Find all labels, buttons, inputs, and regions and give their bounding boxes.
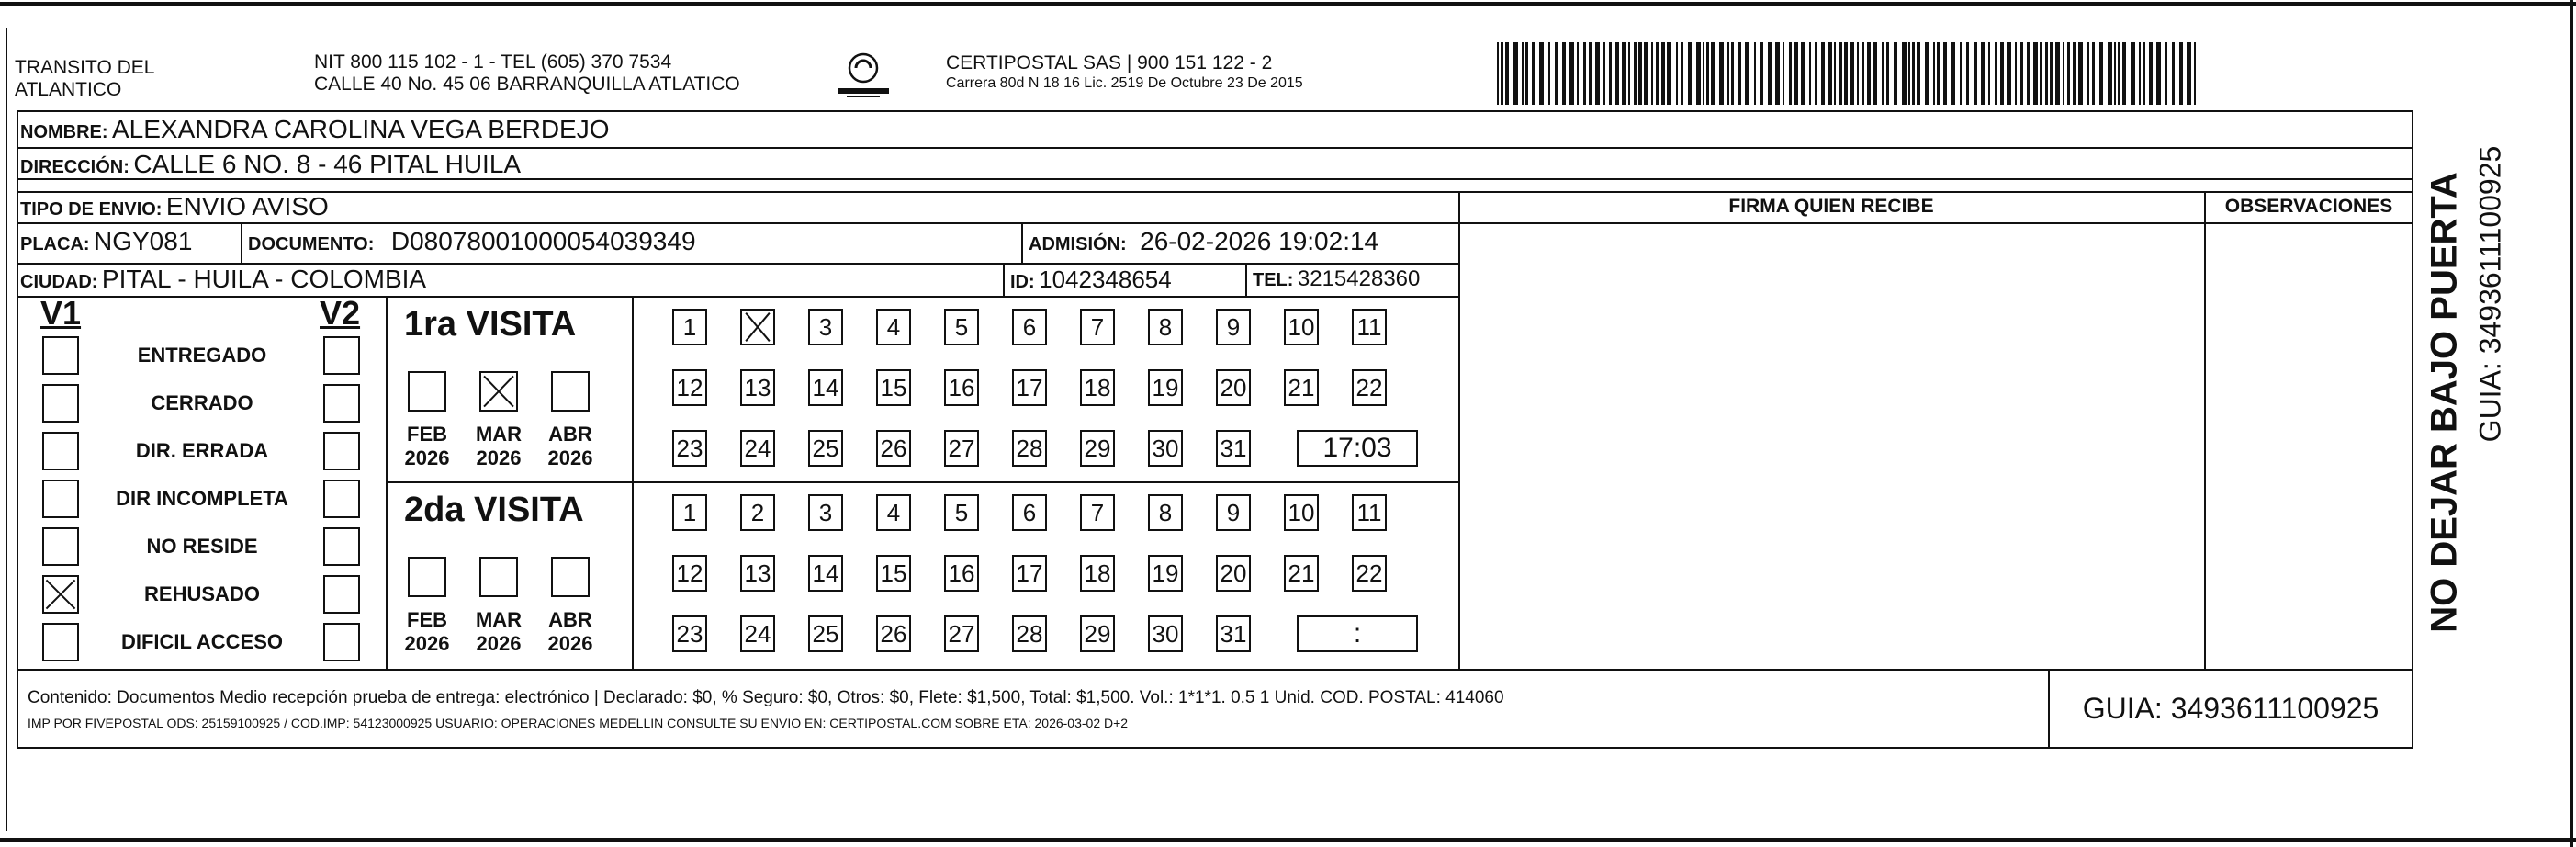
placa-label: PLACA:	[20, 234, 90, 254]
v2-header: V2	[320, 294, 361, 332]
day-box[interactable]: 11	[1352, 494, 1387, 531]
documento-value: D08078001000054039349	[390, 227, 696, 255]
v1-checkbox[interactable]	[42, 336, 79, 375]
day-box[interactable]: 23	[672, 430, 707, 467]
day-box[interactable]: 14	[808, 369, 843, 406]
placa-value: NGY081	[94, 227, 193, 255]
top-border	[0, 2, 2576, 6]
day-box[interactable]: 24	[740, 615, 775, 652]
divider	[1021, 222, 1023, 263]
status-label: DIR. ERRADA	[135, 439, 269, 462]
month-name: FEB	[407, 608, 447, 631]
direccion-label: DIRECCIÓN:	[20, 157, 129, 177]
side-guia: GUIA: 3493611100925	[2473, 145, 2507, 443]
day-box[interactable]: 13	[740, 369, 775, 406]
day-box[interactable]: 26	[876, 615, 911, 652]
month-checkbox[interactable]	[479, 557, 518, 597]
company-line-1: TRANSITO DEL	[15, 57, 155, 78]
status-label: ENTREGADO	[137, 344, 267, 367]
divider	[386, 481, 1458, 483]
firma-header: FIRMA QUIEN RECIBE	[1728, 196, 1934, 217]
day-box[interactable]: 20	[1216, 555, 1251, 592]
month-label	[538, 608, 602, 656]
observaciones-header: OBSERVACIONES	[2224, 196, 2393, 217]
day-box[interactable]: 20	[1216, 369, 1251, 406]
status-label: REHUSADO	[144, 582, 260, 605]
v2-checkbox[interactable]	[323, 432, 360, 470]
nombre-row	[20, 114, 610, 150]
v1-checkbox[interactable]	[42, 575, 79, 614]
id-row	[1010, 264, 1172, 299]
v2-checkbox[interactable]	[323, 336, 360, 375]
company-name	[15, 57, 154, 101]
side-warning: NO DEJAR BAJO PUERTA	[2424, 172, 2465, 633]
day-box[interactable]: 18	[1080, 555, 1115, 592]
month-checkbox[interactable]	[479, 371, 518, 412]
divider	[241, 222, 242, 263]
month-label	[538, 423, 602, 470]
courier-license: Carrera 80d N 18 16 Lic. 2519 De Octubre 23 De 2015	[946, 75, 1303, 91]
tipo-label: TIPO DE ENVIO:	[20, 199, 163, 220]
ciudad-row	[20, 264, 426, 299]
day-box[interactable]: 19	[1148, 369, 1183, 406]
day-box[interactable]: 27	[944, 430, 979, 467]
address-line: CALLE 40 No. 45 06 BARRANQUILLA ATLATICO	[314, 73, 740, 95]
month-label	[467, 608, 531, 656]
month-name: ABR	[548, 608, 592, 631]
status-label: DIFICIL ACCESO	[120, 630, 283, 653]
divider	[1003, 263, 1005, 296]
v1-checkbox[interactable]	[42, 432, 79, 470]
day-box[interactable]: 10	[1284, 494, 1319, 531]
company-line-2: ATLANTICO	[15, 79, 122, 100]
day-box[interactable]: 29	[1080, 615, 1115, 652]
day-box[interactable]: 21	[1284, 555, 1319, 592]
day-box[interactable]: 17	[1012, 369, 1047, 406]
month-checkbox[interactable]	[408, 557, 446, 597]
barcode	[1497, 42, 2202, 105]
month-year: 2026	[547, 632, 593, 655]
bottom-border	[0, 838, 2576, 842]
direccion-row	[20, 149, 521, 185]
month-label	[395, 608, 459, 656]
month-checkbox[interactable]	[551, 557, 590, 597]
divider	[2204, 191, 2206, 669]
month-checkbox[interactable]	[408, 371, 446, 412]
day-box[interactable]: 16	[944, 555, 979, 592]
time-box[interactable]: :	[1297, 615, 1418, 652]
v2-checkbox[interactable]	[323, 480, 360, 518]
tipo-value: ENVIO AVISO	[165, 192, 329, 220]
day-box[interactable]: 30	[1148, 430, 1183, 467]
footer-imp: IMP POR FIVEPOSTAL ODS: 25159100925 / COD.IMP: 54123000925 USUARIO: OPERACIONES MEDELLIN CONSULTE SU ENVIO EN: CERTIPOSTAL.COM SOBRE ETA: 2026-03-02 D+2	[28, 716, 1129, 730]
day-box[interactable]: 25	[808, 615, 843, 652]
month-label	[395, 423, 459, 470]
status-label: NO RESIDE	[146, 535, 258, 558]
month-name: MAR	[475, 423, 523, 446]
day-box[interactable]: 9	[1216, 309, 1251, 345]
month-name: FEB	[407, 423, 447, 446]
tel-label: TEL:	[1253, 270, 1294, 290]
day-box[interactable]: 18	[1080, 369, 1115, 406]
day-box[interactable]: 25	[808, 430, 843, 467]
day-box[interactable]: 26	[876, 430, 911, 467]
day-box[interactable]: 7	[1080, 494, 1115, 531]
company-contact	[314, 51, 740, 96]
v1-checkbox[interactable]	[42, 623, 79, 661]
day-box[interactable]: 4	[876, 494, 911, 531]
day-box[interactable]: 6	[1012, 494, 1047, 531]
v2-checkbox[interactable]	[323, 623, 360, 661]
divider	[1458, 191, 1460, 669]
id-value: 1042348654	[1039, 265, 1172, 293]
day-box[interactable]: 14	[808, 555, 843, 592]
day-box[interactable]: 17	[1012, 555, 1047, 592]
footer-contenido: Contenido: Documentos Medio recepción prueba de entrega: electrónico | Declarado: $0, % Seguro: $0, Otros: $0, Flete: $1,500, Total: $1,500. Vol.: 1*1*1. 0.5 1 Unid. COD. POSTAL: 414060	[28, 688, 1504, 707]
month-year: 2026	[547, 446, 593, 469]
day-box[interactable]: 29	[1080, 430, 1115, 467]
day-box[interactable]: 3	[808, 494, 843, 531]
day-box[interactable]: 27	[944, 615, 979, 652]
time-box[interactable]: 17:03	[1297, 430, 1418, 467]
day-box[interactable]: 3	[808, 309, 843, 345]
day-box[interactable]: 15	[876, 369, 911, 406]
left-border	[6, 28, 7, 831]
day-box[interactable]: 28	[1012, 430, 1047, 467]
nombre-value: ALEXANDRA CAROLINA VEGA BERDEJO	[112, 115, 610, 143]
month-year: 2026	[476, 446, 522, 469]
tel-row	[1253, 264, 1420, 298]
day-box[interactable]: 31	[1216, 430, 1251, 467]
day-box[interactable]: 10	[1284, 309, 1319, 345]
day-box[interactable]: 23	[672, 615, 707, 652]
placa-row	[20, 226, 192, 262]
admision-label: ADMISIÓN:	[1029, 234, 1127, 254]
day-box[interactable]: 21	[1284, 369, 1319, 406]
day-box[interactable]: 6	[1012, 309, 1047, 345]
v2-checkbox[interactable]	[323, 575, 360, 614]
nombre-label: NOMBRE:	[20, 122, 108, 142]
v2-checkbox[interactable]	[323, 384, 360, 423]
documento-row	[248, 226, 696, 262]
day-box[interactable]: 7	[1080, 309, 1115, 345]
day-box[interactable]: 13	[740, 555, 775, 592]
day-box[interactable]: 5	[944, 494, 979, 531]
divider	[1458, 222, 2413, 224]
month-year: 2026	[404, 446, 450, 469]
ciudad-value: PITAL - HUILA - COLOMBIA	[101, 265, 427, 293]
month-name: MAR	[475, 608, 523, 631]
nit-line: NIT 800 115 102 - 1 - TEL (605) 370 7534	[314, 51, 672, 73]
tel-value: 3215428360	[1297, 266, 1421, 291]
status-label: CERRADO	[151, 391, 253, 414]
direccion-value: CALLE 6 NO. 8 - 46 PITAL HUILA	[133, 150, 522, 178]
day-box[interactable]: 22	[1352, 369, 1387, 406]
day-box[interactable]: 1	[672, 494, 707, 531]
day-box[interactable]: 8	[1148, 309, 1183, 345]
day-box[interactable]: 12	[672, 555, 707, 592]
month-name: ABR	[548, 423, 592, 446]
v2-checkbox[interactable]	[323, 527, 360, 566]
admision-value: 26-02-2026 19:02:14	[1140, 227, 1379, 255]
certipostal-logo-icon	[834, 50, 893, 101]
day-box[interactable]: 8	[1148, 494, 1183, 531]
day-box[interactable]: 12	[672, 369, 707, 406]
day-box[interactable]: 31	[1216, 615, 1251, 652]
footer-guia: GUIA: 3493611100925	[2082, 692, 2379, 725]
day-box[interactable]: 28	[1012, 615, 1047, 652]
visit-title: 1ra VISITA	[404, 305, 577, 344]
divider	[1245, 263, 1247, 296]
day-box[interactable]: 19	[1148, 555, 1183, 592]
status-label: DIR INCOMPLETA	[116, 487, 288, 510]
day-box[interactable]: 11	[1352, 309, 1387, 345]
v1-checkbox[interactable]	[42, 384, 79, 423]
v1-header: V1	[40, 294, 82, 332]
visit-title: 2da VISITA	[404, 491, 584, 529]
ciudad-label: CIUDAD:	[20, 272, 98, 292]
month-label	[467, 423, 531, 470]
day-box[interactable]: 24	[740, 430, 775, 467]
month-year: 2026	[476, 632, 522, 655]
v1-checkbox[interactable]	[42, 527, 79, 566]
v1-checkbox[interactable]	[42, 480, 79, 518]
day-box[interactable]: 22	[1352, 555, 1387, 592]
right-border	[2570, 0, 2573, 847]
tipo-row	[20, 191, 329, 227]
id-label: ID:	[1010, 272, 1035, 292]
day-box[interactable]: 15	[876, 555, 911, 592]
day-box[interactable]: 2	[740, 494, 775, 531]
day-box[interactable]: 16	[944, 369, 979, 406]
day-box[interactable]: 5	[944, 309, 979, 345]
day-box[interactable]	[740, 309, 775, 345]
day-box[interactable]: 1	[672, 309, 707, 345]
courier-name: CERTIPOSTAL SAS | 900 151 122 - 2	[946, 52, 1273, 73]
day-box[interactable]: 30	[1148, 615, 1183, 652]
month-checkbox[interactable]	[551, 371, 590, 412]
day-box[interactable]: 9	[1216, 494, 1251, 531]
admision-row	[1029, 226, 1378, 262]
courier-info	[946, 52, 1303, 93]
month-year: 2026	[404, 632, 450, 655]
day-box[interactable]: 4	[876, 309, 911, 345]
documento-label: DOCUMENTO:	[248, 234, 375, 254]
